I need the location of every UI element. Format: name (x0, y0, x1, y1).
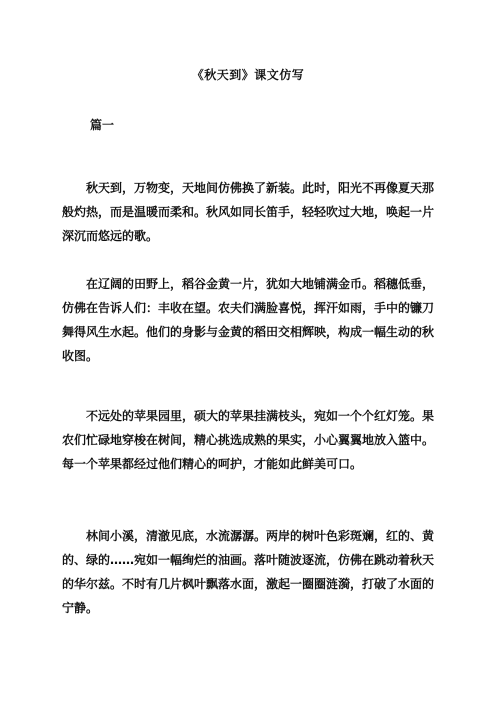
paragraph-2: 在辽阔的田野上，稻谷金黄一片，犹如大地铺满金币。稻穗低垂，仿佛在告诉人们：丰收在望。农夫们满脸喜悦，挥汗如雨，手中的镰刀舞得风生水起。他们的身影与金黄的稻田交相辉映，构成一幅生动的秋收图。 (62, 277, 435, 363)
paragraph-3: 不远处的苹果园里，硕大的苹果挂满枝头，宛如一个个红灯笼。果农们忙碌地穿梭在树间，精心挑选成熟的果实，小心翼翼地放入篮中。每一个苹果都经过他们精心的呵护，才能如此鲜美可口。 (62, 409, 435, 471)
paragraph-1: 秋天到，万物变，天地间仿佛换了新装。此时，阳光不再像夏天那般灼热，而是温暖而柔和。秋风如同长笛手，轻轻吹过大地，唤起一片深沉而悠远的歌。 (62, 181, 435, 243)
section-heading: 篇一 (90, 118, 115, 132)
paragraph-4: 林间小溪，清澈见底，水流潺潺。两岸的树叶色彩斑斓，红的、黄的、绿的……宛如一幅绚烂的油画。落叶随波逐流，仿佛在跳动着秋天的华尔兹。不时有几片枫叶飘落水面，激起一圈圈涟漪，打破了水面的宁静。 (62, 529, 435, 615)
document-title: 《秋天到》课文仿写 (191, 68, 305, 82)
